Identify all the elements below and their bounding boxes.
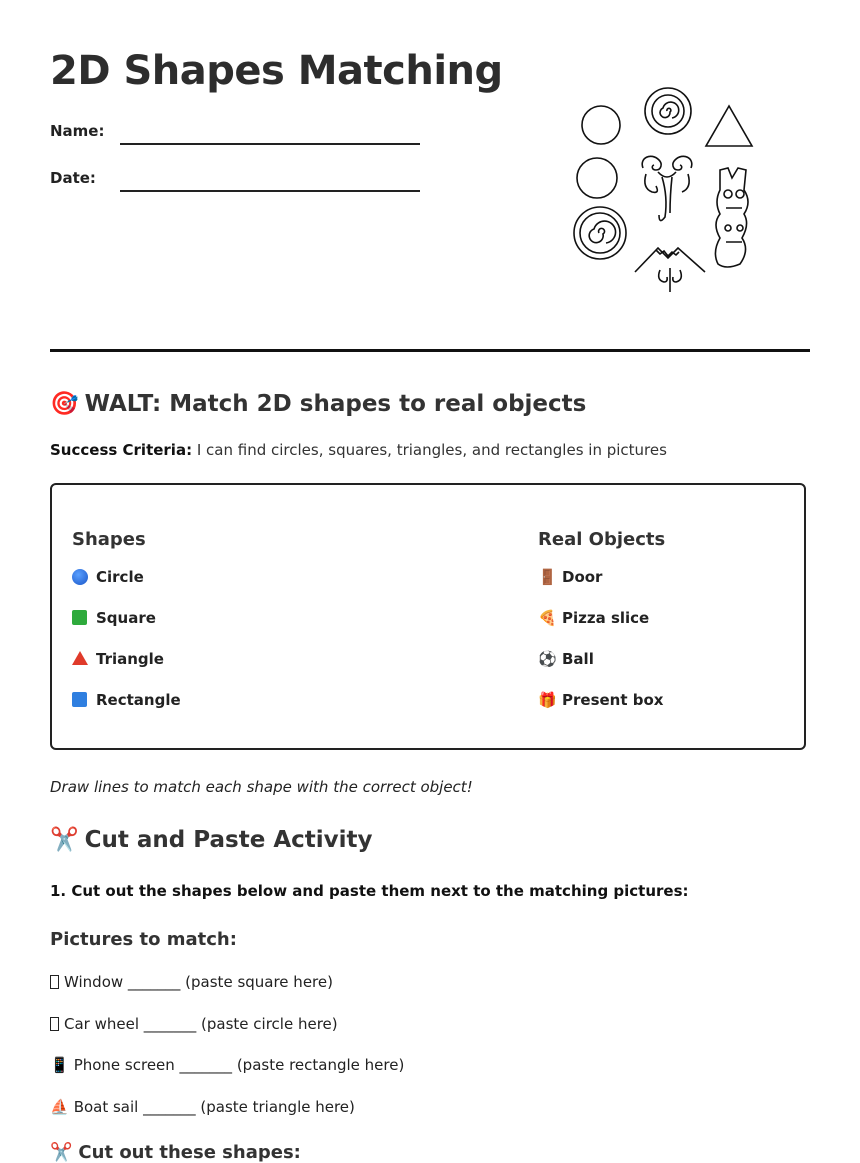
sailboat-icon: ⛵ [50,1097,69,1116]
shape-item-square[interactable] [72,609,181,650]
list-item [50,1056,404,1098]
shape-label: Rectangle [96,691,181,709]
object-label: Pizza slice [562,609,650,627]
objects-column [538,529,665,732]
object-label: Present box [562,691,664,709]
section-divider [50,349,810,352]
walt-title: WALT: Match 2D shapes to real objects [84,391,587,417]
koru-circle-left [574,207,626,259]
name-label: Name: [50,122,105,140]
list-item [50,1098,404,1140]
red-triangle-icon [72,651,88,665]
objects-heading: Real Objects [538,529,666,550]
koru-circle-top [645,88,691,134]
shape-item-circle[interactable] [72,568,181,609]
gift-icon: 🎁 [538,691,557,709]
picture-text: Boat sail _______ (paste triangle here) [73,1097,355,1116]
list-item [50,973,404,1015]
cut-paste-title: Cut and Paste Activity [84,827,373,853]
object-item-ball[interactable] [538,650,665,691]
date-label: Date: [50,169,96,187]
object-item-present[interactable] [538,691,665,732]
cutout-heading-text: Cut out these shapes: [78,1142,301,1163]
green-square-icon [72,610,87,625]
list-item [50,1015,404,1057]
success-criteria [50,441,667,459]
shape-label: Triangle [96,650,164,668]
circle-shape-1 [582,106,620,144]
criteria-label: Success Criteria: [50,441,193,459]
pictures-list [50,973,404,1139]
shape-item-triangle[interactable] [72,650,181,691]
pizza-icon: 🍕 [538,609,557,627]
shape-label: Square [96,609,156,627]
blue-square-icon [72,692,87,707]
date-blank-line[interactable] [120,190,420,192]
shapes-heading: Shapes [72,529,146,550]
page-title: 2D Shapes Matching [50,48,503,94]
missing-glyph-icon [50,975,59,989]
mountains-shape [635,248,705,292]
missing-glyph-icon [50,1017,59,1031]
object-label: Ball [562,650,594,668]
criteria-text: I can find circles, squares, triangles, and rectangles in pictures [196,441,667,459]
carved-figure-center [642,156,692,220]
shapes-column [72,529,181,732]
triangle-shape [706,106,752,146]
shapes-illustration [570,82,770,297]
picture-text: Car wheel _______ (paste circle here) [64,1014,338,1033]
name-blank-line[interactable] [120,143,420,145]
door-icon: 🚪 [538,568,557,586]
phone-icon: 📱 [50,1056,69,1074]
matching-box [50,483,806,750]
tiki-figure-right [715,168,748,267]
cutout-heading [50,1142,301,1163]
picture-text: Window _______ (paste square here) [64,973,333,991]
object-label: Door [562,568,603,586]
blue-circle-icon [72,569,88,585]
walt-heading [50,390,586,417]
picture-text: Phone screen _______ (paste rectangle here) [73,1056,405,1074]
scissors-icon: ✂️ [50,1142,73,1163]
shape-item-rectangle[interactable] [72,691,181,732]
step-1-instruction: 1. Cut out the shapes below and paste them next to the matching pictures: [50,882,689,900]
matching-instruction: Draw lines to match each shape with the correct object! [50,778,473,796]
scissors-icon: ✂️ [50,827,79,853]
shape-label: Circle [96,568,144,586]
target-icon: 🎯 [50,391,79,417]
soccer-ball-icon: ⚽ [538,650,557,668]
object-item-pizza[interactable] [538,609,665,650]
cut-paste-heading [50,826,373,853]
pictures-heading: Pictures to match: [50,929,237,950]
object-item-door[interactable] [538,568,665,609]
circle-shape-2 [577,158,617,198]
